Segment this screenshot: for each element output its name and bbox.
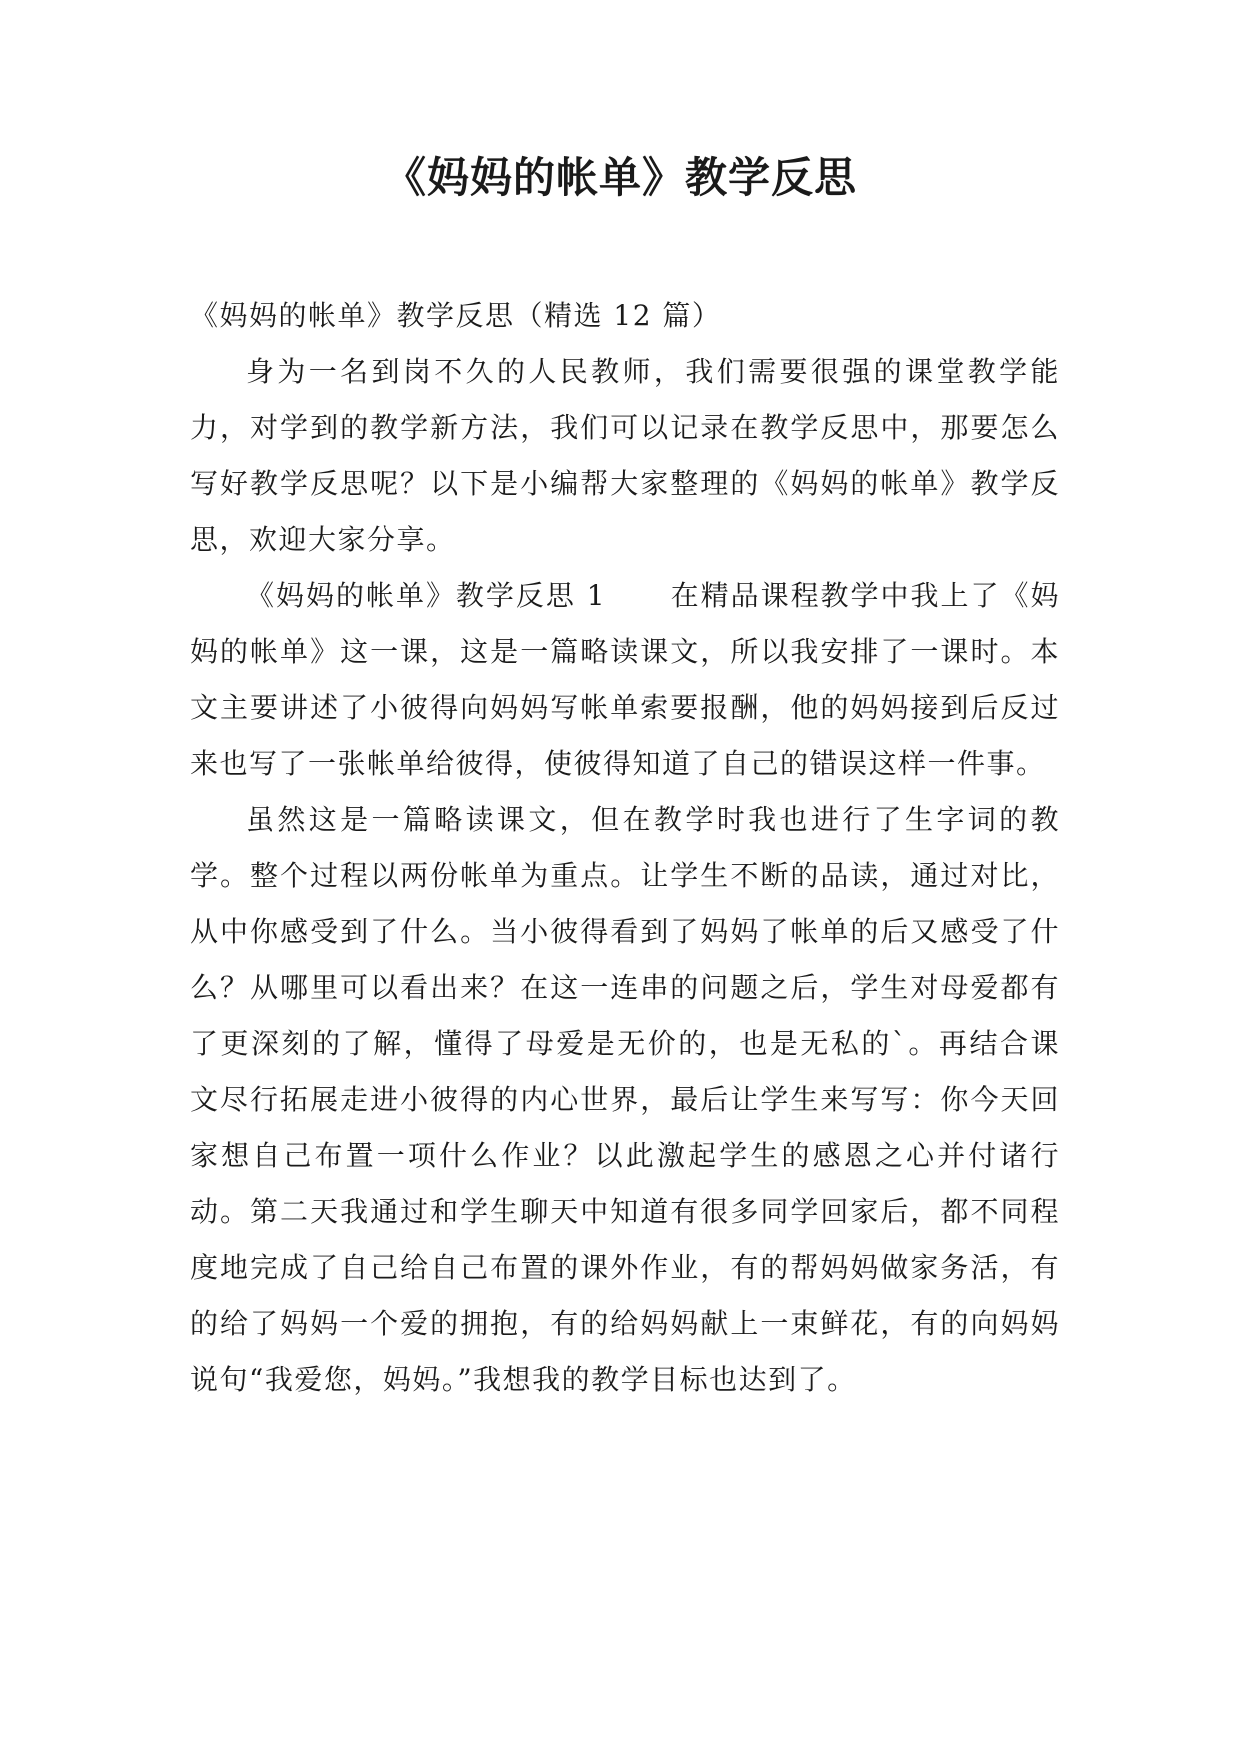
document-title: 《妈妈的帐单》教学反思 bbox=[383, 153, 857, 202]
section-1-paragraph bbox=[190, 568, 1060, 792]
body-paragraph-2: 虽然这是一篇略读课文，但在教学时我也进行了生字词的教学。整个过程以两份帐单为重点。让学生不断的品读，通过对比，从中你感受到了什么。当小彼得看到了妈妈了帐单的后又感受了什么？从哪里可以看出来？在这一连串的问题之后，学生对母爱都有了更深刻的了解，懂得了母爱是无价的，也是无私的`。再结合课文尽行拓展走进小彼得的内心世界，最后让学生来写写：你今天回家想自己布置一项什么作业？以此激起学生的感恩之心并付诸行动。第二天我通过和学生聊天中知道有很多同学回家后，都不同程度地完成了自己给自己布置的课外作业，有的帮妈妈做家务活，有的给了妈妈一个爱的拥抱，有的给妈妈献上一束鲜花，有的向妈妈说句“我爱您，妈妈。”我想我的教学目标也达到了。 bbox=[190, 803, 1060, 1396]
document-subtitle: 《妈妈的帐单》教学反思（精选 12 篇） bbox=[190, 299, 722, 332]
section-1-text: 在精品课程教学中我上了《妈妈的帐单》这一课，这是一篇略读课文，所以我安排了一课时。本文主要讲述了小彼得向妈妈写帐单索要报酬，他的妈妈接到后反过来也写了一张帐单给彼得，使彼得知道了自己的错误这样一件事。 bbox=[190, 579, 1060, 780]
intro-paragraph: 身为一名到岗不久的人民教师，我们需要很强的课堂教学能力，对学到的教学新方法，我们可以记录在教学反思中，那要怎么写好教学反思呢？以下是小编帮大家整理的《妈妈的帐单》教学反思，欢迎大家分享。 bbox=[190, 355, 1060, 556]
document-body bbox=[190, 288, 1060, 1408]
section-1-heading: 《妈妈的帐单》教学反思 1 bbox=[246, 579, 607, 612]
